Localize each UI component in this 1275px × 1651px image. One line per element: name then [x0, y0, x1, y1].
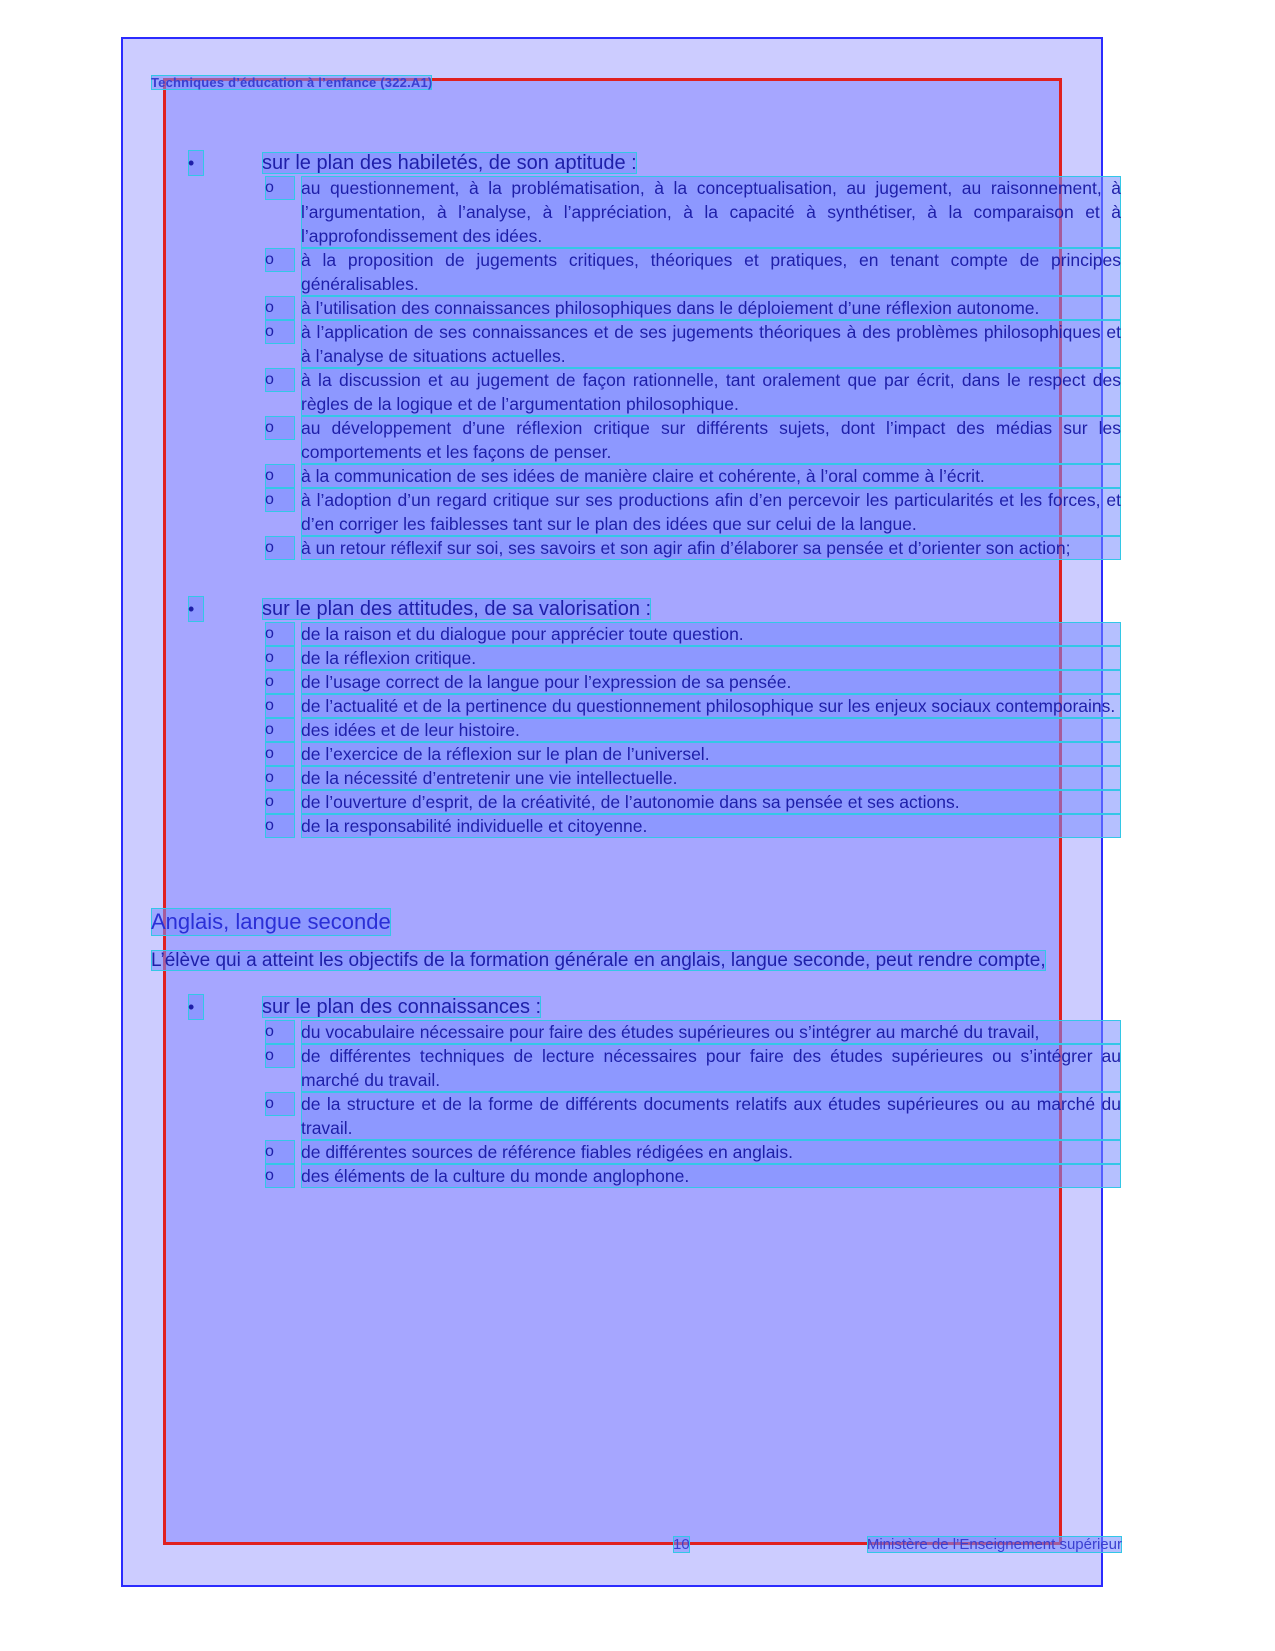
list-item-text: de l’usage correct de la langue pour l’expression de sa pensée. — [301, 670, 1121, 694]
list-item — [265, 814, 1121, 838]
list-item-text: de différentes sources de référence fiables rédigées en anglais. — [301, 1140, 1121, 1164]
list-item-text: du vocabulaire nécessaire pour faire des études supérieures ou s’intégrer au marché du travail, — [301, 1020, 1121, 1044]
skills-section — [151, 150, 1121, 560]
sub-bullet-icon: o — [265, 742, 295, 766]
list-item-text: des éléments de la culture du monde anglophone. — [301, 1164, 1121, 1188]
sub-bullet-icon: o — [265, 766, 295, 790]
sub-bullet-icon: o — [265, 320, 295, 344]
list-item-text: des idées et de leur histoire. — [301, 718, 1121, 742]
sub-bullet-icon: o — [265, 1140, 295, 1164]
list-item — [265, 488, 1121, 536]
list-item — [265, 368, 1121, 416]
knowledge-heading-item — [188, 994, 1121, 1020]
list-item-text: à la proposition de jugements critiques, théoriques et pratiques, en tenant compte de principes généralisables. — [301, 250, 1121, 294]
sub-bullet-icon: o — [265, 622, 295, 646]
list-item-text: de la structure et de la forme de différents documents relatifs aux études supérieures ou au marché du travail. — [301, 1094, 1121, 1138]
list-item — [265, 1164, 1121, 1188]
page-number: 10 — [673, 1536, 690, 1553]
list-item — [265, 320, 1121, 368]
list-item-text: à un retour réflexif sur soi, ses savoirs et son agir afin d’élaborer sa pensée et d’orienter son action; — [301, 536, 1121, 560]
attitudes-list — [151, 622, 1121, 838]
list-item-text: de la responsabilité individuelle et citoyenne. — [301, 814, 1121, 838]
list-item — [265, 718, 1121, 742]
list-item-text: de l’actualité et de la pertinence du questionnement philosophique sur les enjeux sociaux contemporains. — [301, 694, 1121, 718]
knowledge-heading: sur le plan des connaissances : — [262, 996, 542, 1018]
english-section-title: Anglais, langue seconde — [151, 909, 391, 934]
list-item — [265, 622, 1121, 646]
list-item-text: de la nécessité d’entretenir une vie intellectuelle. — [301, 766, 1121, 790]
list-item-text: de l’ouverture d’esprit, de la créativité, de l’autonomie dans sa pensée et ses actions. — [301, 790, 1121, 814]
list-item-text: de l’exercice de la réflexion sur le plan de l’universel. — [301, 742, 1121, 766]
list-item — [265, 742, 1121, 766]
list-item — [265, 1092, 1121, 1140]
sub-bullet-icon: o — [265, 1164, 295, 1188]
list-item — [265, 536, 1121, 560]
ministry-name: Ministère de l’Enseignement supérieur — [866, 1536, 1122, 1553]
bullet-icon: • — [188, 596, 204, 622]
knowledge-list — [151, 1020, 1121, 1188]
list-item-text: à l’application de ses connaissances et de ses jugements théoriques à des problèmes philosophiques et à l’analyse de situations actuelles. — [301, 322, 1121, 366]
list-item — [265, 248, 1121, 296]
knowledge-section — [151, 994, 1121, 1188]
bullet-icon: • — [188, 994, 204, 1020]
list-item — [265, 176, 1121, 248]
sub-bullet-icon: o — [265, 536, 295, 560]
list-item — [265, 670, 1121, 694]
sub-bullet-icon: o — [265, 416, 295, 440]
sub-bullet-icon: o — [265, 248, 295, 272]
list-item — [265, 1044, 1121, 1092]
attitudes-heading: sur le plan des attitudes, de sa valorisation : — [262, 598, 652, 620]
sub-bullet-icon: o — [265, 1020, 295, 1044]
document-content — [151, 150, 1121, 1206]
sub-bullet-icon: o — [265, 488, 295, 512]
sub-bullet-icon: o — [265, 1092, 295, 1116]
list-item-text: au questionnement, à la problématisation, à la conceptualisation, au jugement, au raisonnement, à l’argumentation, à l’analyse, à l’appréciation, à la capacité à synthétiser, à la comparaison et à l’approfondissement des idées. — [301, 178, 1121, 246]
list-item — [265, 694, 1121, 718]
skills-heading-item — [188, 150, 1121, 176]
sub-bullet-icon: o — [265, 814, 295, 838]
list-item-text: de la réflexion critique. — [301, 646, 1121, 670]
list-item-text: de la raison et du dialogue pour apprécier toute question. — [301, 622, 1121, 646]
list-item-text: au développement d’une réflexion critique sur différents sujets, dont l’impact des médias sur les comportements et les façons de penser. — [301, 418, 1121, 462]
attitudes-section — [151, 596, 1121, 838]
english-intro-text: L’élève qui a atteint les objectifs de la formation générale en anglais, langue seconde, peut rendre compte, — [151, 950, 1046, 971]
sub-bullet-icon: o — [265, 1044, 295, 1068]
running-header: Techniques d’éducation à l’enfance (322.A1) — [151, 75, 433, 90]
list-item — [265, 1140, 1121, 1164]
sub-bullet-icon: o — [265, 694, 295, 718]
sub-bullet-icon: o — [265, 296, 295, 320]
page-footer — [673, 1536, 1122, 1553]
english-intro-paragraph — [151, 948, 1121, 974]
list-item — [265, 646, 1121, 670]
sub-bullet-icon: o — [265, 646, 295, 670]
list-item — [265, 790, 1121, 814]
sub-bullet-icon: o — [265, 368, 295, 392]
sub-bullet-icon: o — [265, 176, 295, 200]
sub-bullet-icon: o — [265, 790, 295, 814]
list-item-text: à l’utilisation des connaissances philosophiques dans le déploiement d’une réflexion autonome. — [301, 296, 1121, 320]
list-item — [265, 766, 1121, 790]
skills-heading: sur le plan des habiletés, de son aptitude : — [262, 152, 637, 174]
skills-list — [151, 176, 1121, 560]
attitudes-heading-item — [188, 596, 1121, 622]
list-item-text: à l’adoption d’un regard critique sur ses productions afin d’en percevoir les particularités et les forces, et d’en corriger les faiblesses tant sur le plan des idées que sur celui de la langue. — [301, 490, 1121, 534]
bullet-icon: • — [188, 150, 204, 176]
list-item — [265, 296, 1121, 320]
sub-bullet-icon: o — [265, 718, 295, 742]
list-item-text: à la discussion et au jugement de façon rationnelle, tant oralement que par écrit, dans le respect des règles de la logique et de l’argumentation philosophique. — [301, 370, 1121, 414]
list-item-text: à la communication de ses idées de manière claire et cohérente, à l’oral comme à l’écrit. — [301, 464, 1121, 488]
sub-bullet-icon: o — [265, 464, 295, 488]
sub-bullet-icon: o — [265, 670, 295, 694]
list-item — [265, 1020, 1121, 1044]
list-item-text: de différentes techniques de lecture nécessaires pour faire des études supérieures ou s’intégrer au marché du travail. — [301, 1046, 1121, 1090]
list-item — [265, 416, 1121, 464]
list-item — [265, 464, 1121, 488]
